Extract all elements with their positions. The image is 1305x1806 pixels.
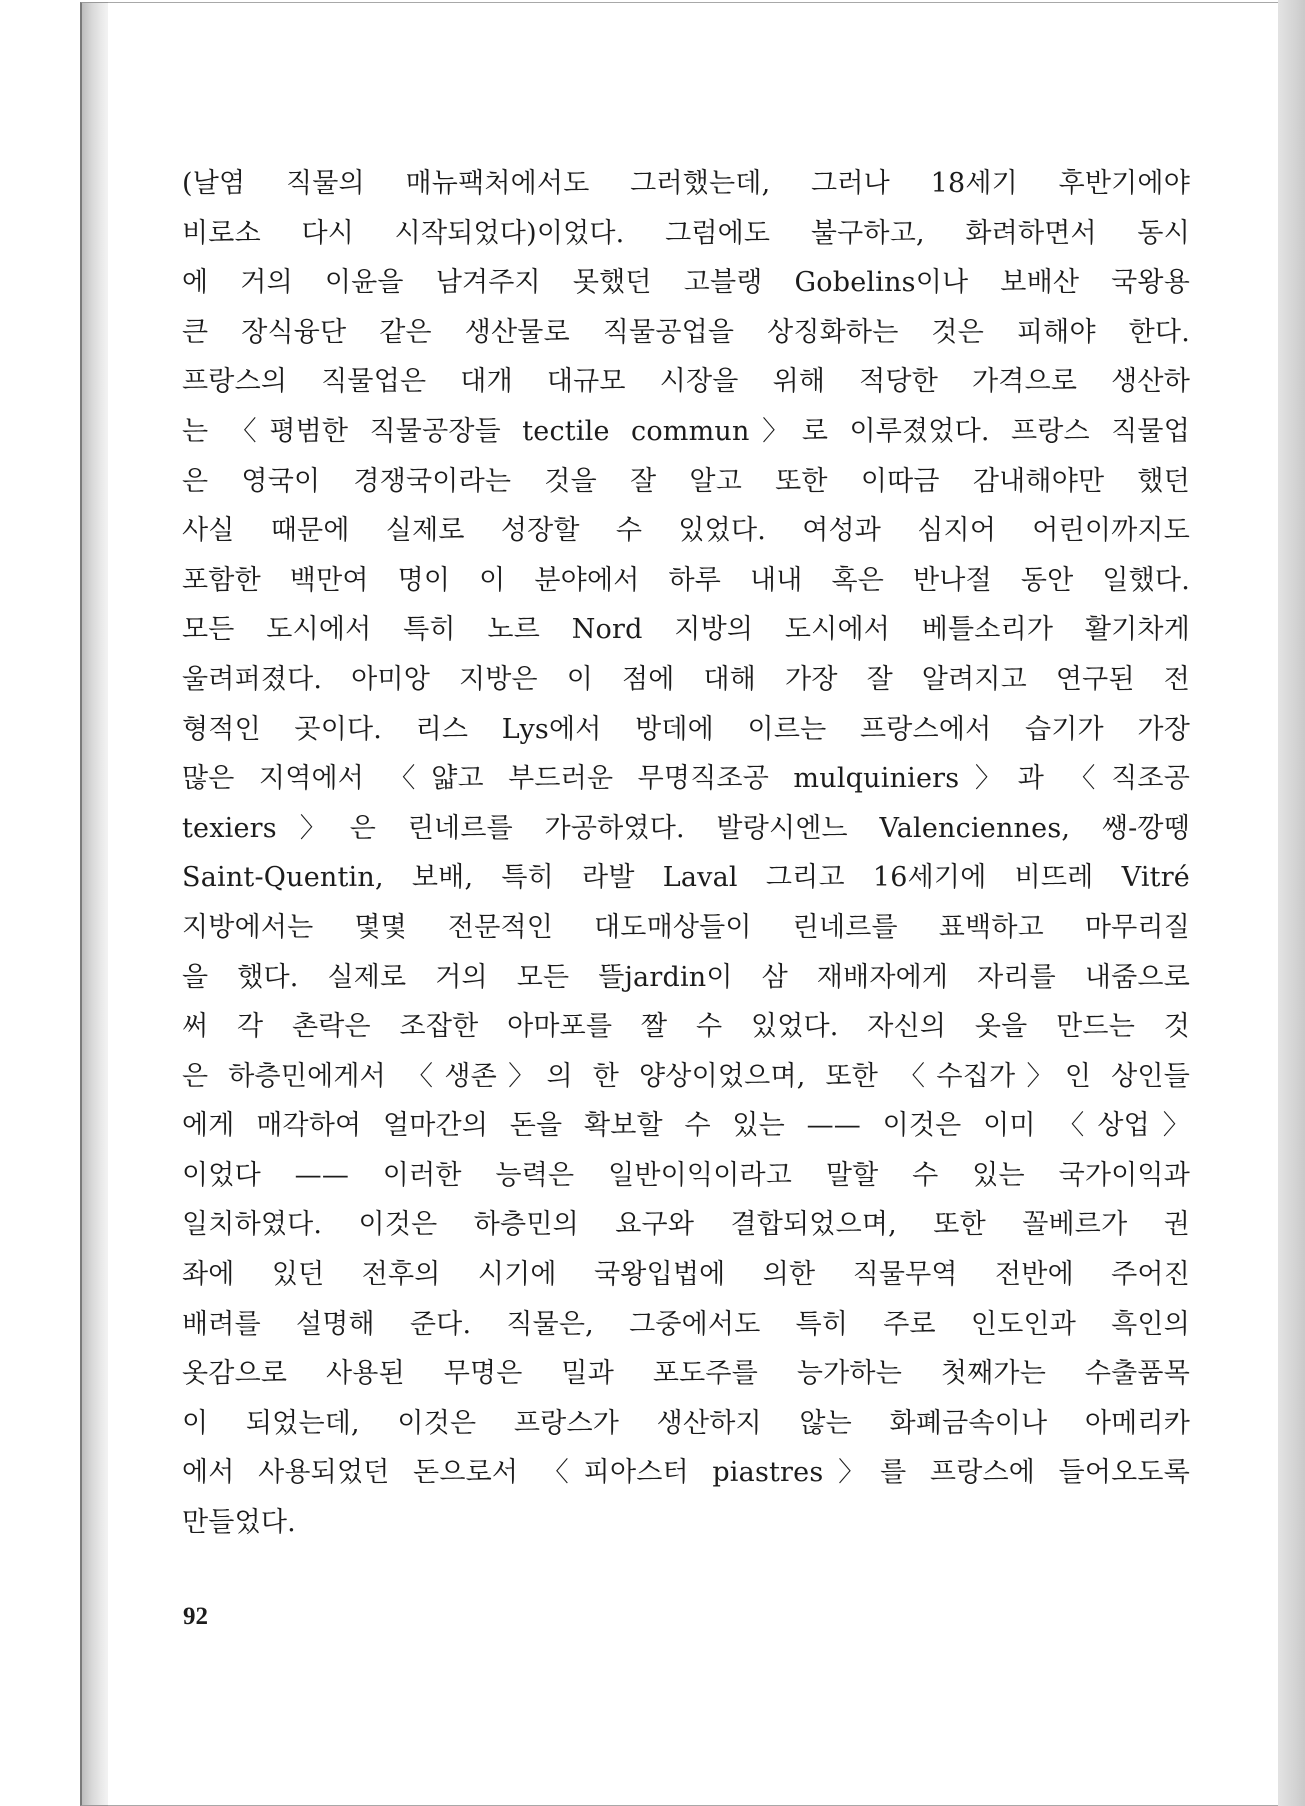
text-line: 옷감으로 사용된 무명은 밀과 포도주를 능가하는 첫째가는 수출품목 [182, 1358, 1190, 1390]
text-line: 프랑스의 직물업은 대개 대규모 시장을 위해 적당한 가격으로 생산하 [182, 366, 1190, 398]
text-line: 좌에 있던 전후의 시기에 국왕입법에 의한 직물무역 전반에 주어진 [182, 1259, 1190, 1291]
text-line: 큰 장식융단 같은 생산물로 직물공업을 상징화하는 것은 피해야 한다. [182, 316, 1190, 348]
text-line: texiers〉은 린네르를 가공하였다. 발랑시엔느 Valenciennes, 쌩-깡뗑 [182, 812, 1190, 844]
text-line: 써 각 촌락은 조잡한 아마포를 짤 수 있었다. 자신의 옷을 만드는 것 [182, 1011, 1190, 1043]
text-line: 지방에서는 몇몇 전문적인 대도매상들이 린네르를 표백하고 마무리질 [182, 911, 1190, 943]
book-spine-edge [80, 2, 110, 1806]
text-line: 은 영국이 경쟁국이라는 것을 잘 알고 또한 이따금 감내해야만 했던 [182, 465, 1190, 497]
text-line-last: 만들었다. [182, 1507, 296, 1539]
text-line: 비로소 다시 시작되었다)이었다. 그럼에도 불구하고, 화려하면서 동시 [182, 217, 1190, 249]
text-line: 사실 때문에 실제로 성장할 수 있었다. 여성과 심지어 어린이까지도 [182, 515, 1190, 547]
text-line: 은 하층민에게서 〈생존〉의 한 양상이었으며, 또한 〈수집가〉인 상인들 [182, 1060, 1190, 1092]
body-paragraph [182, 164, 1190, 1553]
text-line: 모든 도시에서 특히 노르 Nord 지방의 도시에서 베틀소리가 활기차게 [182, 614, 1190, 646]
text-line: 을 했다. 실제로 거의 모든 뜰jardin이 삼 재배자에게 자리를 내줌으로 [182, 961, 1190, 993]
text-line: 이었다 —— 이러한 능력은 일반이익이라고 말할 수 있는 국가이익과 [182, 1159, 1190, 1191]
text-line: 포함한 백만여 명이 이 분야에서 하루 내내 혹은 반나절 동안 일했다. [182, 564, 1190, 596]
text-line: Saint-Quentin, 보배, 특히 라발 Laval 그리고 16세기에 비뜨레 Vitré [182, 862, 1190, 894]
page-edge-shadow [1278, 0, 1305, 1806]
text-line: 일치하였다. 이것은 하층민의 요구와 결합되었으며, 또한 꼴베르가 권 [182, 1209, 1190, 1241]
text-line: 이 되었는데, 이것은 프랑스가 생산하지 않는 화폐금속이나 아메리카 [182, 1407, 1190, 1439]
text-line: 많은 지역에서 〈얇고 부드러운 무명직조공 mulquiniers〉과 〈직조공 [182, 763, 1190, 795]
text-line: 에 거의 이윤을 남겨주지 못했던 고블랭 Gobelins이나 보배산 국왕용 [182, 267, 1190, 299]
page-number: 92 [183, 1603, 208, 1630]
text-line: 에게 매각하여 얼마간의 돈을 확보할 수 있는 —— 이것은 이미 〈상업〉 [182, 1110, 1190, 1142]
text-line: 는 〈평범한 직물공장들 tectile commun〉로 이루졌었다. 프랑스 직물업 [182, 415, 1190, 447]
text-line: 에서 사용되었던 돈으로서 〈피아스터 piastres〉를 프랑스에 들어오도록 [182, 1457, 1190, 1489]
text-line: 울려퍼졌다. 아미앙 지방은 이 점에 대해 가장 잘 알려지고 연구된 전 [182, 663, 1190, 695]
text-line: (날염 직물의 매뉴팩처에서도 그러했는데, 그러나 18세기 후반기에야 [182, 168, 1190, 199]
text-line: 배려를 설명해 준다. 직물은, 그중에서도 특히 주로 인도인과 흑인의 [182, 1308, 1190, 1340]
text-line: 형적인 곳이다. 리스 Lys에서 방데에 이르는 프랑스에서 습기가 가장 [182, 713, 1190, 745]
